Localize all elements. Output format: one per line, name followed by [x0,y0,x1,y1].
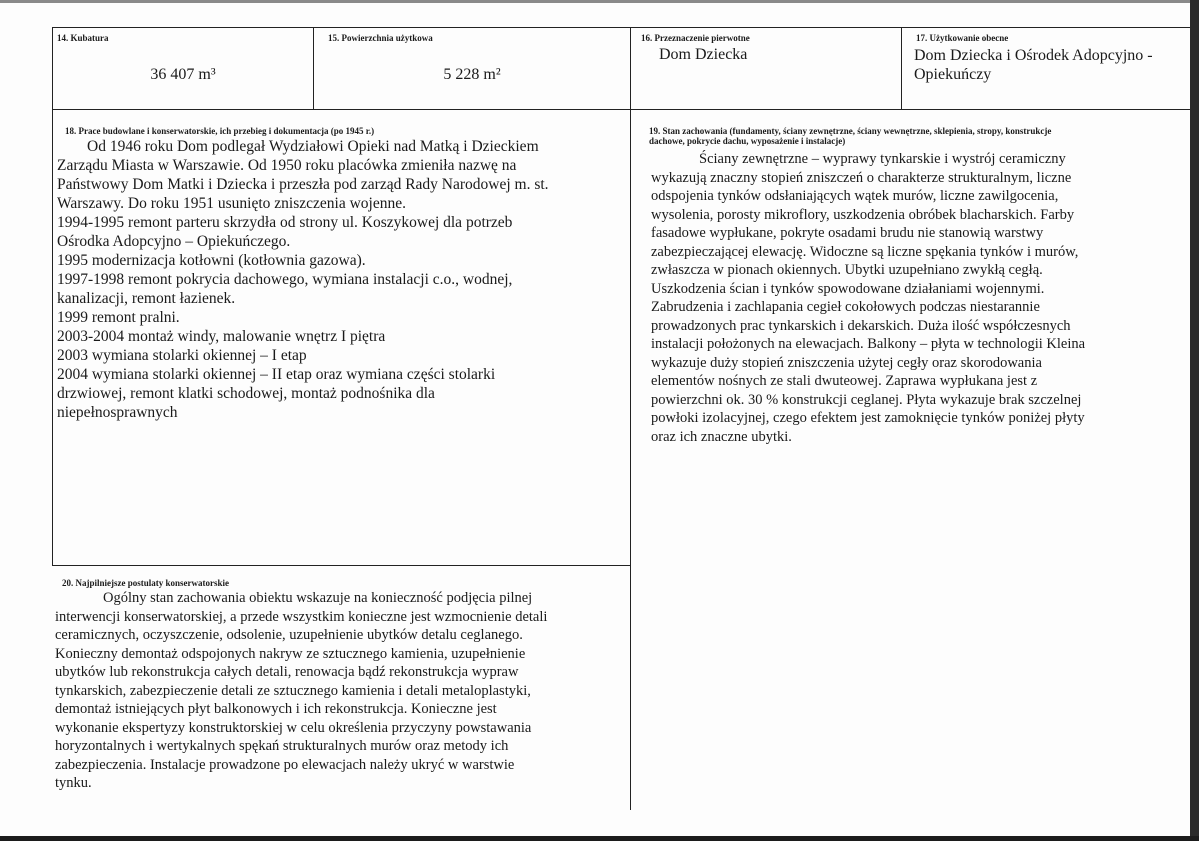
text-line: Państwowy Dom Matki i Dziecka i przeszła pod zarząd Rady Narodowej m. st. [57,176,549,193]
field-kubatura-label: 14. Kubatura [57,33,109,43]
scan-edge-bottom [0,836,1199,841]
section-prace [52,109,631,566]
section-stan-label [649,126,1051,146]
field-powierzchnia [313,27,631,110]
text-line: Od 1946 roku Dom podlegał Wydziałowi Opieki nad Matką i Dzieckiem [87,138,539,155]
text-line: oraz ich znaczne ubytki. [651,428,792,445]
text-line: demontaż istniejących płyt balkonowych i ich rekonstrukcja. Konieczne jest [55,701,497,717]
section-postulaty-label: 20. Najpilniejsze postulaty konserwatorskie [62,578,229,588]
text-line: Zarządu Miasta w Warszawie. Od 1950 roku placówka zmieniła nazwę na [57,157,517,174]
field-kubatura-value: 36 407 m³ [150,66,216,83]
text-line: fasadowe wypłukane, pokryte osadami brudu nie stanowią warstwy [651,225,1044,241]
section-stan-label-line: 19. Stan zachowania (fundamenty, ściany zewnętrzne, ściany wewnętrzne, sklepienia, stropy, konstrukcje [649,126,1052,136]
text-line: 2003 wymiana stolarki okiennej – I etap [57,347,307,364]
empty-column-divider [630,565,631,810]
text-line: Ściany zewnętrzne – wyprawy tynkarskie i wystrój ceramiczny [699,151,1066,167]
text-line: instalacji położonych na elewacjach. Balkony – płyta w technologii Kleina [651,336,1086,352]
text-line: Zabrudzenia i zachlapania cegieł cokołowych podczas niestarannie [651,299,1040,315]
field-uzytkowanie [901,27,1191,110]
text-line: Uszkodzenia ścian i tynków spowodowane działaniami wojennymi. [651,280,1045,297]
text-line: powierzchni ok. 30 % konstrukcji ceglanej. Płyta wykazuje brak szczelnej [651,391,1082,408]
text-line: elementów nośnych ze stali dwuteowej. Zaprawa wypłukana jest z [651,373,1038,389]
text-line: Ośrodka Adopcyjno – Opiekuńczego. [57,233,291,250]
scan-edge-right [1190,0,1199,841]
text-line: zabezpieczenia. Instalacje prowadzone po elewacjach należy ukryć w warstwie [55,756,515,773]
scan-edge-top [0,0,1199,3]
field-uzytkowanie-value-line: Opiekuńczy [914,66,992,83]
text-line: drzwiowej, remont klatki schodowej, montaż podnośnika dla [57,385,435,402]
field-powierzchnia-label: 15. Powierzchnia użytkowa [328,33,433,43]
text-line: wykazują znaczny stopień zniszczeń o charakterze strukturalnym, liczne [651,169,1072,186]
text-line: prowadzonych prac tynkarskich i dekarskich. Duża ilość współczesnych [651,317,1071,334]
text-line: wykazuje duży stopień zniszczenia użytej cegły oraz skorodowania [651,354,1042,371]
field-uzytkowanie-label: 17. Użytkowanie obecne [916,33,1009,43]
section-stan-body [651,150,1085,446]
text-line: interwencji konserwatorskiej, a przede wszystkim konieczne jest wzmocnienie detali [55,608,548,625]
text-line: tynku. [55,775,92,791]
text-line: horyzontalnych i wertykalnych spękań strukturalnych murów oraz metody ich [55,738,509,754]
text-line: 1997-1998 remont pokrycia dachowego, wymiana instalacji c.o., wodnej, [57,271,513,288]
text-line: wysolenia, porosty mikroflory, uszkodzenia obróbek blacharskich. Farby [651,206,1075,223]
field-powierzchnia-value: 5 228 m² [443,66,501,83]
section-postulaty-body [55,589,547,793]
text-line: 1995 modernizacja kotłowni (kotłownia gazowa). [57,252,366,269]
section-prace-label: 18. Prace budowlane i konserwatorskie, ich przebieg i dokumentacja (po 1945 r.) [65,126,375,136]
text-line: Warszawy. Do roku 1951 usunięto zniszczenia wojenne. [57,195,406,212]
text-line: powłoki izolacyjnej, czego efektem jest zamoknięcie tynków poniżej płyty [651,410,1085,426]
field-uzytkowanie-value-line: Dom Dziecka i Ośrodek Adopcyjno - [914,47,1153,64]
text-line: 2004 wymiana stolarki okiennej – II etap oraz wymiana części stolarki [57,366,496,383]
field-uzytkowanie-value [914,46,1153,84]
text-line: tynkarskich, zabezpieczenie detali ze sztucznego kamienia i detali metaloplastyki, [55,682,531,699]
text-line: ceramicznych, oczyszczenie, odsolenie, uzupełnienie ubytków detalu ceglanego. [55,627,523,643]
field-przeznaczenie-value: Dom Dziecka [659,46,748,63]
text-line: ubytków lub rekonstrukcja całych detali, renowacja bądź rekonstrukcja wypraw [55,664,519,680]
text-line: zwłaszcza w pionach okiennych. Ubytki uzupełniano zwykłą cegłą. [651,262,1043,278]
text-line: wykonanie ekspertyzy konstruktorskiej w celu określenia przyczyny powstawania [55,719,532,736]
section-prace-body [57,137,549,422]
text-line: Konieczny demontaż odspojonych nakryw ze sztucznego kamienia, uzupełnienie [55,645,526,662]
text-line: 1999 remont pralni. [57,309,180,326]
field-kubatura [52,27,314,110]
text-line: odspojenia tynków odsłaniających wątek murów, liczne zawilgocenia, [651,188,1059,204]
section-stan [630,109,1191,566]
section-stan-label-line: dachowe, pokrycie dachu, wyposażenie i instalacje) [649,136,846,146]
text-line: Ogólny stan zachowania obiektu wskazuje na konieczność podjęcia pilnej [103,590,533,606]
text-line: 1994-1995 remont parteru skrzydła od strony ul. Koszykowej dla potrzeb [57,214,513,231]
section-postulaty [52,565,631,810]
text-line: zabezpieczającej elewację. Widoczne są liczne spękania tynków i murów, [651,243,1079,260]
field-przeznaczenie [630,27,902,110]
text-line: niepełnosprawnych [57,404,178,421]
text-line: kanalizacji, remont łazienek. [57,290,236,307]
field-przeznaczenie-label: 16. Przeznaczenie pierwotne [641,33,750,43]
text-line: 2003-2004 montaż windy, malowanie wnętrz I piętra [57,328,386,345]
